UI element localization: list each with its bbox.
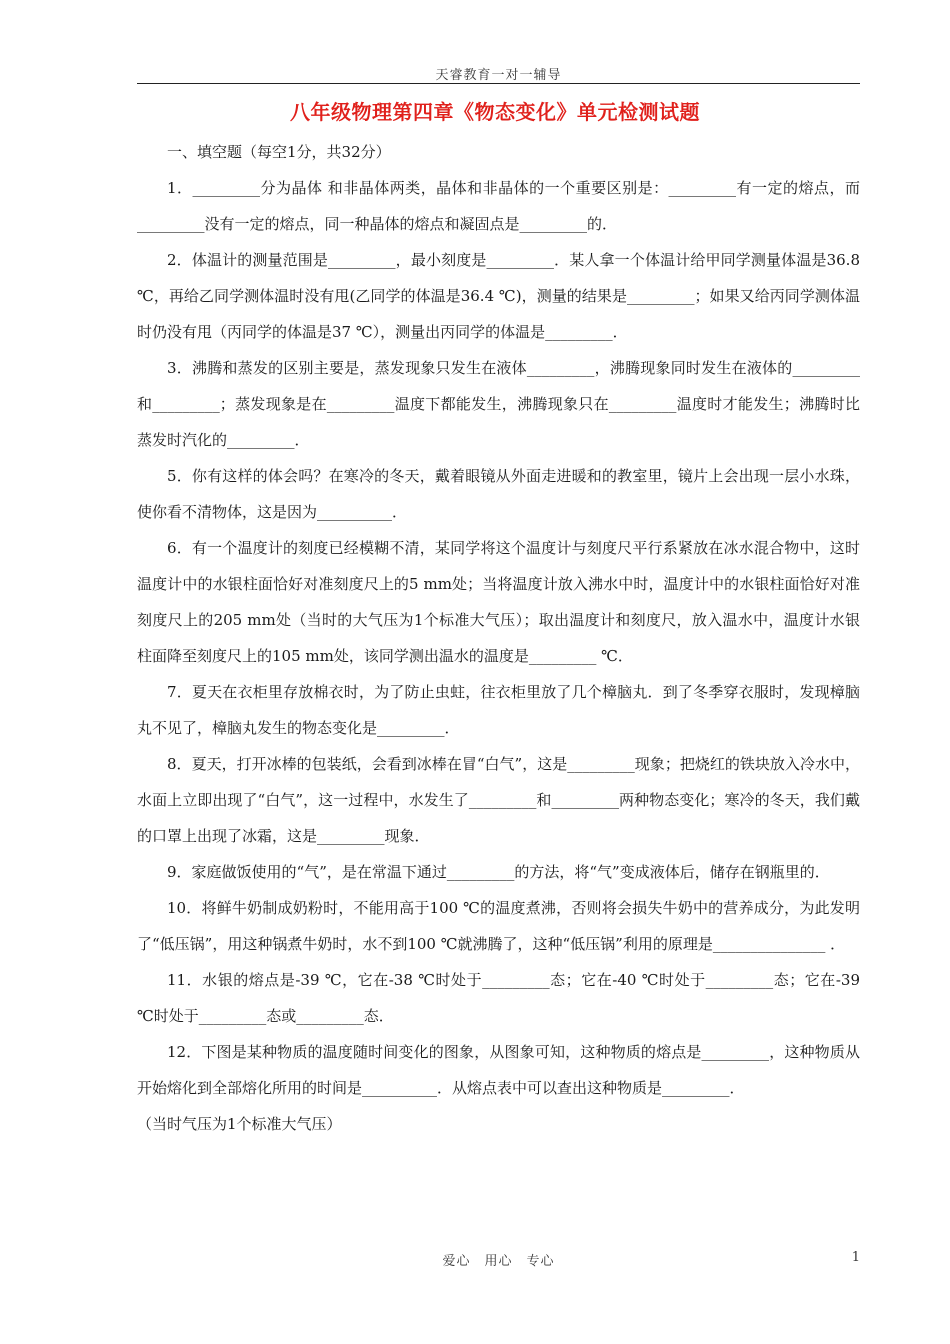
question-2: 2．体温计的测量范围是_________，最小刻度是_________．某人拿一个体温计给甲同学测量体温是36.8 ℃，再给乙同学测体温时没有甩(乙同学的体温是36.4 ℃)，测量的结果是_________；如果又给丙同学测体温时仍没有甩（丙同学的体温是37 ℃），测量出丙同学的体温是_________． <box>137 251 860 341</box>
question-5: 5．你有这样的体会吗？在寒冷的冬天，戴着眼镜从外面走进暖和的教室里，镜片上会出现一层小水珠，使你看不清物体，这是因为__________． <box>137 467 860 521</box>
content <box>137 134 860 1142</box>
question-3: 3．沸腾和蒸发的区别主要是，蒸发现象只发生在液体_________，沸腾现象同时发生在液体的_________和_________；蒸发现象是在_________温度下都能发生，沸腾现象只在_________温度时才能发生；沸腾时比蒸发时汽化的_________． <box>137 359 860 449</box>
question-8: 8．夏天，打开冰棒的包装纸，会看到冰棒在冒“白气”，这是_________现象；把烧红的铁块放入冷水中，水面上立即出现了“白气”，这一过程中，水发生了_________和_________两种物态变化；寒冷的冬天，我们戴的口罩上出现了冰霜，这是_________现象． <box>137 755 860 845</box>
document-title: 八年级物理第四章《物态变化》单元检测试题 <box>290 100 700 124</box>
question-1: 1．_________分为晶体 和非晶体两类，晶体和非晶体的一个重要区别是：_________有一定的熔点，而_________没有一定的熔点，同一种晶体的熔点和凝固点是_________的． <box>137 179 860 233</box>
question-10: 10．将鲜牛奶制成奶粉时，不能用高于100 ℃的温度煮沸，否则将会损失牛奶中的营养成分，为此发明了“低压锅”，用这种锅煮牛奶时，水不到100 ℃就沸腾了，这种“低压锅”利用的原理是_______________ ． <box>137 899 860 953</box>
question-12-note: （当时气压为1个标准大气压） <box>137 1115 342 1133</box>
question-7: 7．夏天在衣柜里存放棉衣时，为了防止虫蛀，往衣柜里放了几个樟脑丸．到了冬季穿衣服时，发现樟脑丸不见了，樟脑丸发生的物态变化是_________． <box>137 683 860 737</box>
page-footer: 爱心 用心 专心 <box>442 1254 555 1269</box>
page-number: 1 <box>851 1250 860 1265</box>
header-rule <box>137 83 860 84</box>
question-6: 6．有一个温度计的刻度已经模糊不清，某同学将这个温度计与刻度尺平行系紧放在冰水混合物中，这时温度计中的水银柱面恰好对准刻度尺上的5 mm处；当将温度计放入沸水中时，温度计中的水银柱面恰好对准刻度尺上的205 mm处（当时的大气压为1个标准大气压）；取出温度计和刻度尺，放入温水中，温度计水银柱面降至刻度尺上的105 mm处，该同学测出温水的温度是_________ ℃． <box>137 539 860 665</box>
question-12: 12．下图是某种物质的温度随时间变化的图象，从图象可知，这种物质的熔点是_________，这种物质从开始熔化到全部熔化所用的时间是__________．从熔点表中可以查出这种物质是_________． <box>137 1043 860 1097</box>
question-9: 9．家庭做饭使用的“气”，是在常温下通过_________的方法，将“气”变成液体后，储存在钢瓶里的． <box>167 863 830 881</box>
question-11: 11．水银的熔点是-39 ℃，它在-38 ℃时处于_________态；它在-40 ℃时处于_________态；它在-39 ℃时处于_________态或_________态． <box>137 971 860 1025</box>
page-header: 天睿教育一对一辅导 <box>435 68 562 83</box>
section-heading: 一、填空题（每空1分，共32分） <box>167 143 391 161</box>
